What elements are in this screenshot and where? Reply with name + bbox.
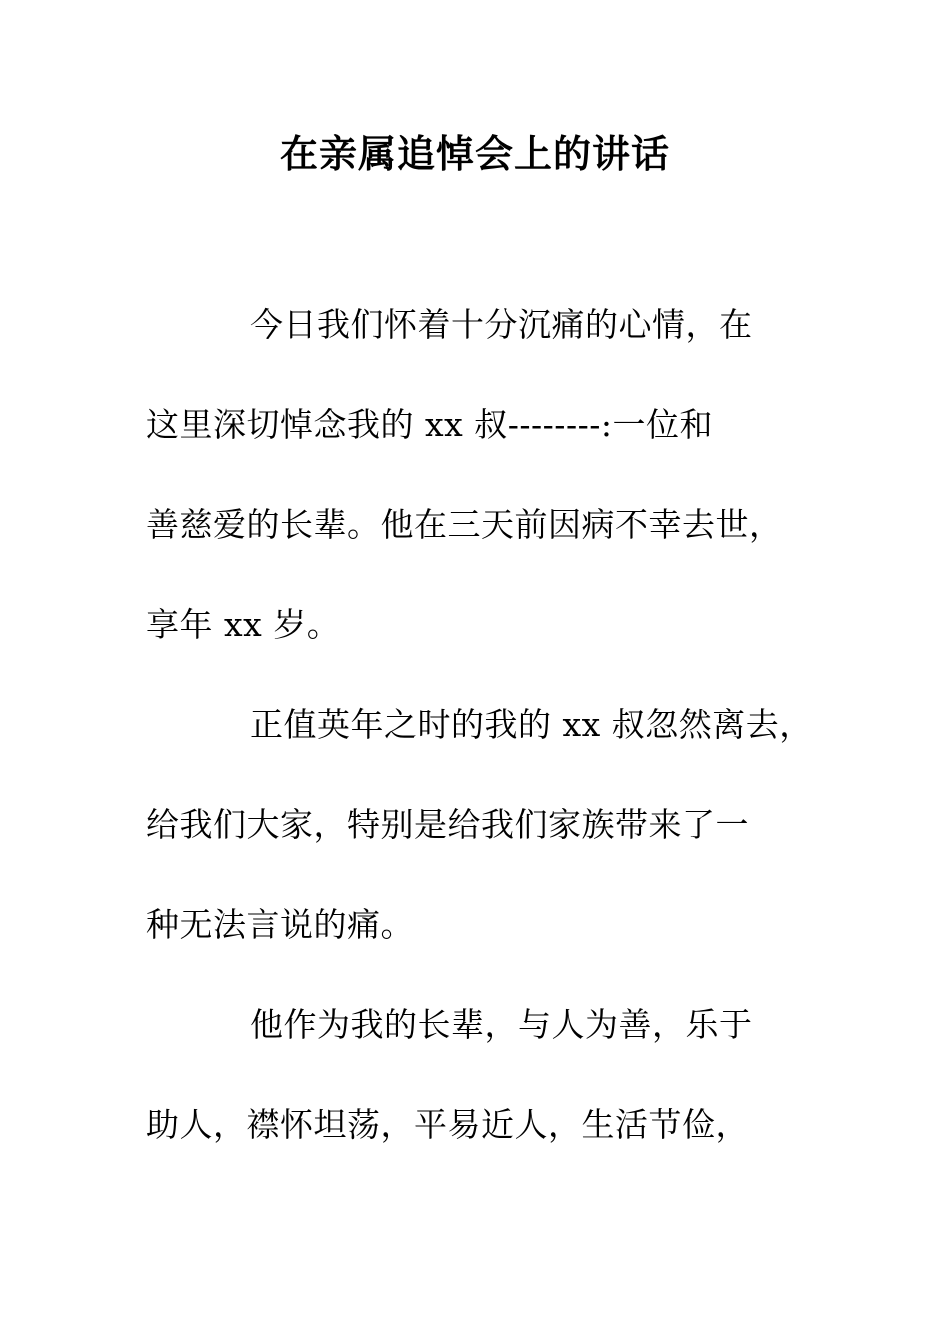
paragraph-line: 给我们大家，特别是给我们家族带来了一	[146, 805, 749, 844]
paragraph-line: 善慈爱的长辈。他在三天前因病不幸去世，	[146, 505, 783, 544]
paragraph-line: 种无法言说的痛。	[146, 905, 414, 944]
paragraph-line: 今日我们怀着十分沉痛的心情，在	[250, 305, 753, 344]
paragraph-line: 正值英年之时的我的 xx 叔忽然离去，	[250, 705, 813, 744]
document-title: 在亲属追悼会上的讲话	[279, 132, 670, 176]
paragraph-line: 享年 xx 岁。	[146, 605, 341, 644]
paragraph-line: 他作为我的长辈，与人为善，乐于	[250, 1005, 753, 1044]
paragraph-line: 助人，襟怀坦荡，平易近人，生活节俭，	[146, 1105, 749, 1144]
paragraph-line: 这里深切悼念我的 xx 叔--------:一位和	[146, 405, 714, 444]
